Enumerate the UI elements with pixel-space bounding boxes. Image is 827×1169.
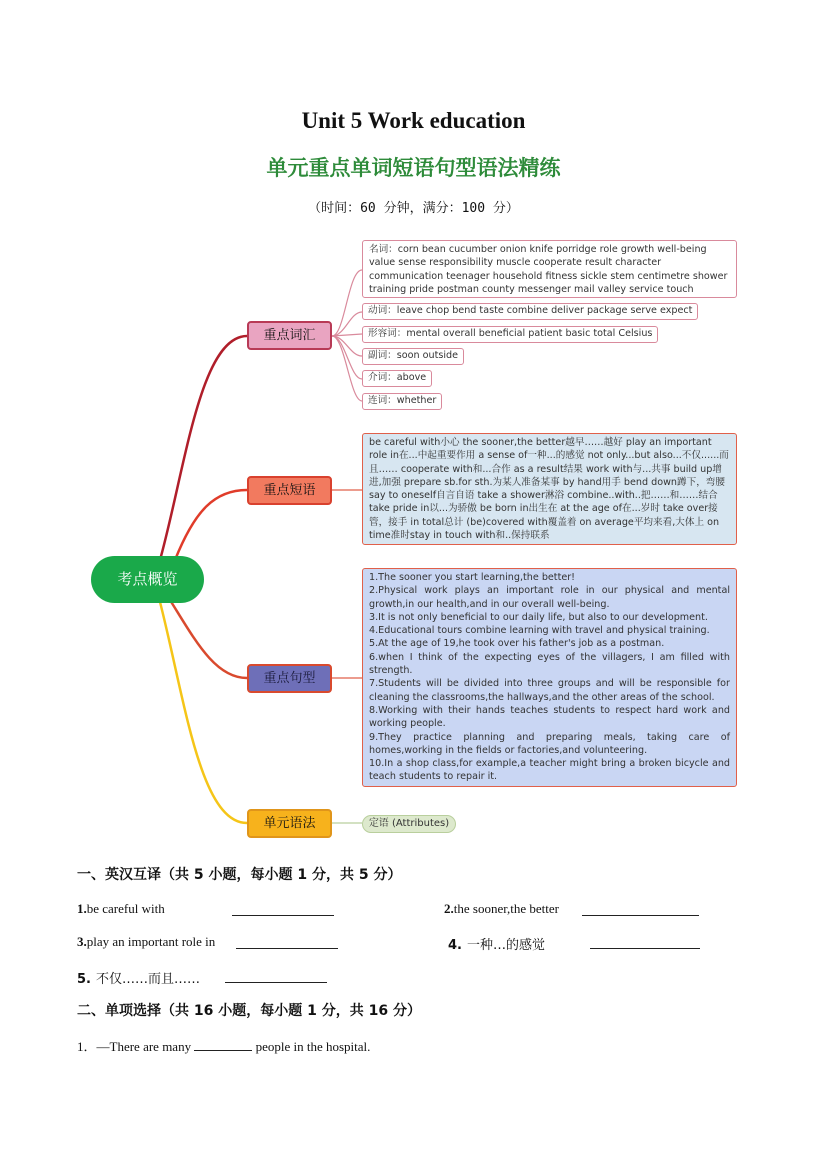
answer-blank-1[interactable] bbox=[232, 903, 334, 916]
grammar-box: 定语 (Attributes) bbox=[362, 815, 456, 833]
mindmap-center-node: 考点概览 bbox=[91, 556, 204, 603]
sentences-node: 重点句型 bbox=[247, 664, 332, 693]
question-text-before: —There are many bbox=[96, 1039, 192, 1054]
question-number: 3. bbox=[77, 934, 87, 949]
question-number: 5. bbox=[77, 972, 91, 987]
question-number: 2. bbox=[444, 901, 454, 916]
answer-blank-3[interactable] bbox=[236, 936, 338, 949]
sentence-item: 2.Physical work plays an important role in our physical and mental growth,in our health,and in our overall well-being. bbox=[369, 585, 730, 610]
sentences-box bbox=[362, 568, 737, 787]
question-5 bbox=[77, 968, 200, 987]
phrases-node: 重点短语 bbox=[247, 476, 332, 505]
sentence-item: 9.They practice planning and preparing meals, taking care of homes,working in the fields or factories,and volunteering. bbox=[369, 731, 730, 756]
page-title: Unit 5 Work education bbox=[301, 108, 526, 133]
adjectives-box: 形容词：mental overall beneficial patient basic total Celsius bbox=[362, 326, 658, 343]
prepositions-box: 介词：above bbox=[362, 370, 432, 387]
question-text: be careful with bbox=[86, 901, 165, 916]
conjunctions-box: 连词：whether bbox=[362, 393, 442, 410]
question-3 bbox=[77, 934, 215, 950]
vocab-node: 重点词汇 bbox=[247, 321, 332, 350]
time-info: （时间：60 分钟，满分：100 分） bbox=[308, 201, 519, 216]
sentence-item: 7.Students will be divided into three groups and will be responsible for cleaning the classrooms,the hallways,and the other areas of the school. bbox=[369, 678, 730, 703]
answer-blank-2[interactable] bbox=[582, 903, 699, 916]
sentence-item: 5.At the age of 19,he took over his father's job as a postman. bbox=[369, 638, 665, 650]
answer-blank[interactable] bbox=[194, 1038, 252, 1051]
question-text: the sooner,the better bbox=[453, 901, 559, 916]
sentence-item: 4.Educational tours combine learning with travel and physical training. bbox=[369, 625, 710, 637]
section1-heading: 一、英汉互译（共 5 小题，每小题 1 分，共 5 分） bbox=[77, 867, 402, 883]
phrases-box: be careful with小心 the sooner,the better越早……越好 play an important role in在...中起重要作用 a sense of一种...的感觉 not only...but also...不仅......而且…… cooperate with和...合作 as a result结果 work with与...共事 build up增进,加强 prepare sb.for sth.为某人准备某事 by hand用手 bend down蹲下，弯腰 say to oneself自言自语 take a shower淋浴 combine..with..把……和……结合 take pride in以...为骄傲 be born in出生在 at the age of在...岁时 take over接管，接手 in total总计 (be)covered with覆盖着 on average平均来看,大体上 on time准时stay in touch with和..保持联系 bbox=[362, 433, 737, 545]
question-2 bbox=[444, 901, 559, 917]
question-number: 4. bbox=[448, 938, 462, 953]
section2-heading: 二、单项选择（共 16 小题，每小题 1 分，共 16 分） bbox=[77, 1003, 421, 1019]
sentence-item: 10.In a shop class,for example,a teacher might bring a broken bicycle and teach students to repair it. bbox=[369, 758, 730, 783]
question-text: 不仅……而且…… bbox=[95, 972, 200, 987]
verbs-box: 动词：leave chop bend taste combine deliver package serve expect bbox=[362, 303, 698, 320]
sentence-item: 6.when I think of the expecting eyes of the villagers, I am filled with strength. bbox=[369, 651, 730, 677]
question-1 bbox=[77, 901, 165, 917]
adverbs-box: 副词：soon outside bbox=[362, 348, 464, 365]
question-text: 一种…的感觉 bbox=[466, 938, 545, 953]
sentence-item: 3.It is not only beneficial to our daily life, but also to our development. bbox=[369, 611, 708, 623]
grammar-node: 单元语法 bbox=[247, 809, 332, 838]
mc-question-1 bbox=[77, 1036, 370, 1055]
answer-blank-5[interactable] bbox=[225, 970, 327, 983]
question-number: 1． bbox=[77, 1039, 97, 1054]
sentence-item: 8.Working with their hands teaches students to respect hard work and working people. bbox=[369, 704, 730, 730]
sentence-item: 1.The sooner you start learning,the better! bbox=[369, 572, 576, 583]
question-number: 1. bbox=[77, 901, 87, 916]
question-4 bbox=[448, 934, 545, 953]
question-text-after: people in the hospital. bbox=[255, 1039, 371, 1054]
answer-blank-4[interactable] bbox=[590, 936, 700, 949]
question-text: play an important role in bbox=[86, 934, 216, 949]
nouns-box: 名词：corn bean cucumber onion knife porridge role growth well-being value sense responsibility muscle cooperate result character communication teenager household fitness sickle stem centimetre shower training pride postman county messenger mail valley service touch bbox=[362, 240, 737, 298]
page-subtitle: 单元重点单词短语句型语法精练 bbox=[266, 156, 561, 180]
